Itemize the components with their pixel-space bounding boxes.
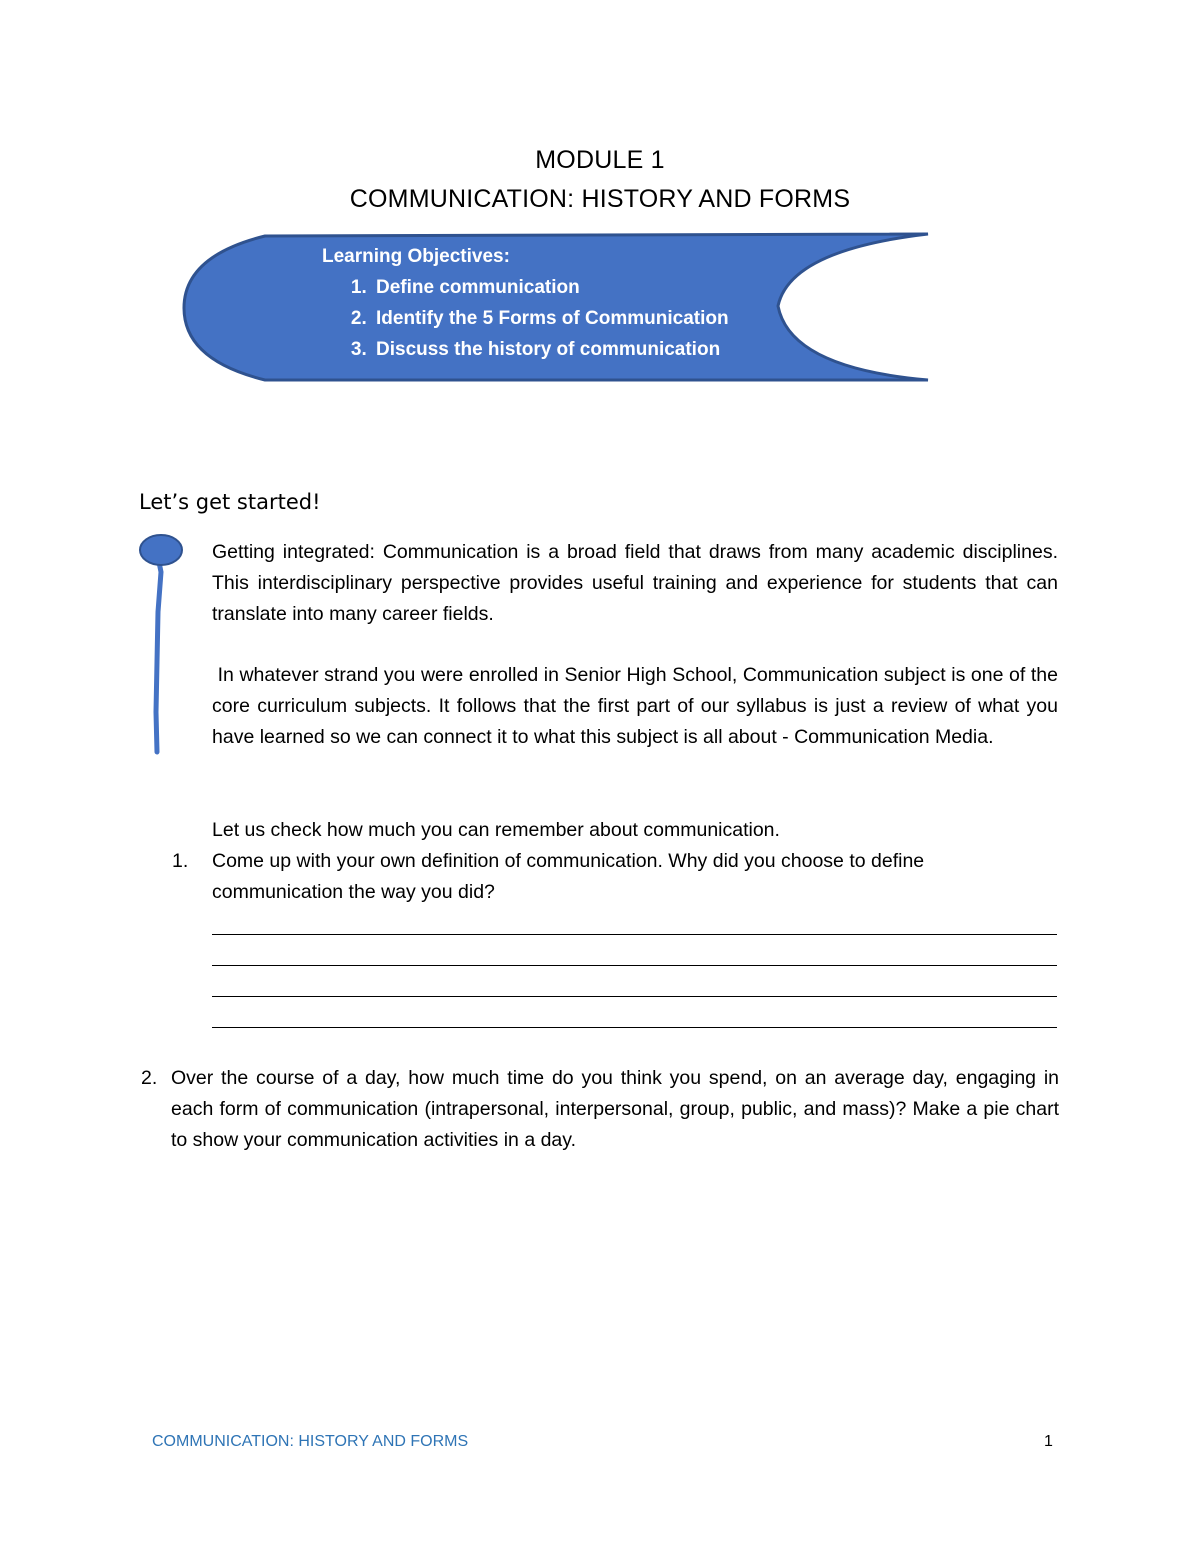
question-number: 1. [172, 850, 189, 872]
question-number: 2. [141, 1067, 158, 1089]
learning-objectives [322, 241, 729, 365]
answer-line [212, 1027, 1057, 1028]
objective-item: 3. Discuss the history of communication [372, 334, 729, 365]
module-number: MODULE 1 [535, 146, 665, 174]
question-text: Come up with your own definition of communication. Why did you choose to define communication the way you did? [212, 850, 925, 903]
section-heading: Let’s get started! [139, 490, 321, 514]
intro-paragraph: In whatever strand you were enrolled in Senior High School, Communication subject is one of the core curriculum subjects. It follows that the first part of our syllabus is just a review of what you have learned so we can connect it to what this subject is all about - Communication Media. [212, 664, 1064, 748]
pin-icon [136, 532, 186, 757]
intro-paragraph: Let us check how much you can remember about communication. [212, 819, 780, 841]
intro-paragraph: Getting integrated: Communication is a broad field that draws from many academic disciplines. This interdisciplinary perspective provides useful training and experience for students that can translate into many career fields. [212, 541, 1058, 625]
answer-line [212, 934, 1057, 935]
footer-title: COMMUNICATION: HISTORY AND FORMS [152, 1433, 469, 1450]
objective-item: 1. Define communication [372, 272, 729, 303]
question-text: Over the course of a day, how much time do you think you spend, on an average day, engaging in each form of communication (intrapersonal, interpersonal, group, public, and mass)? Make a pie chart to show your communication activities in a day. [171, 1067, 1059, 1151]
objectives-heading: Learning Objectives: [322, 246, 510, 267]
answer-line [212, 996, 1057, 997]
page-title: COMMUNICATION: HISTORY AND FORMS [349, 185, 851, 213]
answer-line [212, 965, 1057, 966]
objective-item: 2. Identify the 5 Forms of Communication [372, 303, 729, 334]
page-number: 1 [1044, 1433, 1053, 1450]
